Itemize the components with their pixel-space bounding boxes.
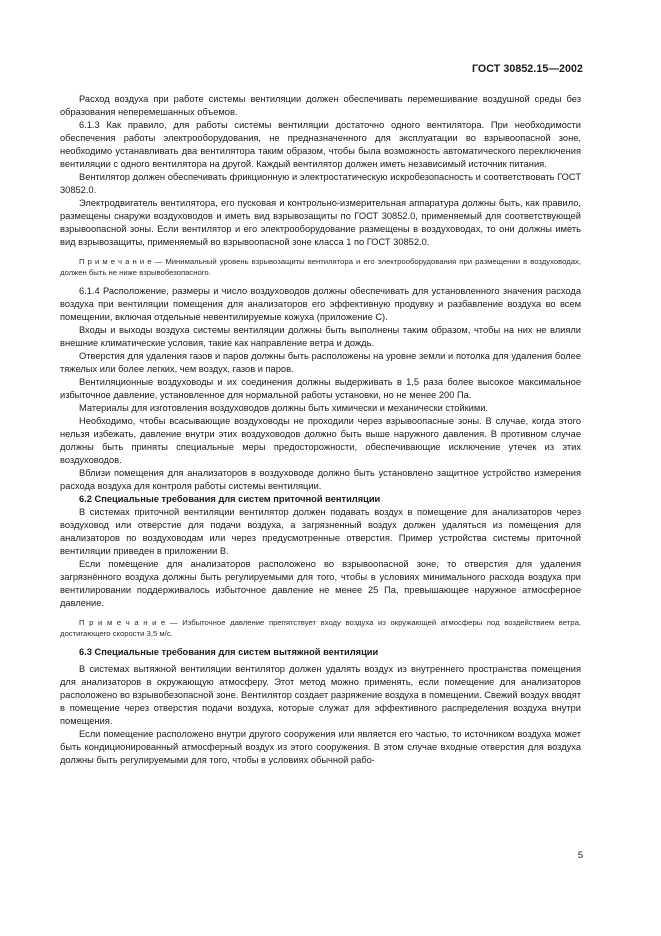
paragraph: Электродвигатель вентилятора, его пусковая и контрольно-измерительная аппаратура должны быть, как правило, размещены снаружи воздуховодов и иметь вид взрывозащиты по ГОСТ 30852.0, применяемый для соответствующей взрывоопасной зоны. Если вентилятор и его электрооборудование размещены в воздуховодах, то они должны иметь вид взрывозащиты, применяемый во взрывоопасной зоне класса 1 по ГОСТ 30852.0. (60, 198, 581, 247)
section-heading: 6.3 Специальные требования для систем вытяжной вентиляции (79, 647, 379, 657)
section-heading: 6.2 Специальные требования для систем приточной вентиляции (79, 494, 381, 504)
paragraph: Если помещение расположено внутри другого сооружения или является его частью, то источником воздуха может быть кондиционированный атмосферный воздух из этого сооружения. В этом случае входные отверстия для воздуха должны быть регулируемыми для того, чтобы в условиях обычной рабо- (60, 729, 581, 765)
document-body (60, 93, 581, 767)
paragraph: Расход воздуха при работе системы вентиляции должен обеспечивать перемешивание воздушной среды без образования неперемешанных объемов. (60, 94, 581, 117)
paragraph: В системах вытяжной вентиляции вентилятор должен удалять воздух из внутреннего пространства помещения для анализаторов в окружающую атмосферу. Этот метод можно применять, если помещение для анализаторов расположено во взрывобезопасной зоне. Вентилятор создает разряжение воздуха в помещении. Свежий воздух вводят в помещение через отверстия подачи воздуха, которые служат для эффективного распределения воздуха внутри помещения. (60, 664, 581, 726)
note-label: П р и м е ч а н и е (79, 257, 152, 266)
paragraph: Отверстия для удаления газов и паров должны быть расположены на уровне земли и потолка для удаления более тяжелых или более легких, чем воздух, газов и паров. (60, 351, 581, 374)
note-text: — Минимальный уровень взрывозащиты вентилятора и его электрооборудования при размещении в воздуховодах, должен быть не ниже взрывобезопасного. (60, 257, 581, 277)
document-standard-number: ГОСТ 30852.15—2002 (471, 63, 583, 75)
paragraph: 6.1.3 Как правило, для работы системы вентиляции достаточно одного вентилятора. При необходимости обеспечения работы электрооборудования, не предназначенного для эксплуатации во взрывоопасной зоне, необходимо устанавливать два вентилятора таким образом, чтобы была возможность автоматического переключения вентиляции с одного вентилятора на другой. Каждый вентилятор должен иметь независимый источник питания. (60, 120, 581, 169)
note (60, 256, 581, 278)
paragraph: Материалы для изготовления воздуховодов должны быть химически и механически стойкими. (79, 403, 489, 413)
note (60, 617, 581, 639)
paragraph: В системах приточной вентиляции вентилятор должен подавать воздух в помещение для анализаторов через воздуховод или отверстие для подачи воздуха, а загрязненный воздух должен удаляться из помещения для анализаторов по воздуховодам или через предусмотренные отверстия. Пример устройства системы приточной вентиляции приведен в приложении В. (60, 507, 581, 556)
paragraph: Вентилятор должен обеспечивать фрикционную и электростатическую искробезопасность и соответствовать ГОСТ 30852.0. (60, 172, 581, 195)
paragraph: Необходимо, чтобы всасывающие воздуховоды не проходили через взрывоопасные зоны. В случае, когда этого нельзя избежать, давление внутри этих воздуховодов должно быть выше наружного давления. В противном случае должны быть приняты специальные меры предосторожности, обеспечивающие исключение утечек из этих воздуховодов. (60, 416, 581, 465)
paragraph: 6.1.4 Расположение, размеры и число воздуховодов должны обеспечивать для установленного значения расхода воздуха при вентиляции помещения для анализаторов его эффективную продувку и разбавление воздуха во всем помещении, включая отдельные невентилируемые кожуха (приложение С). (60, 286, 581, 322)
note-label: П р и м е ч а н и е (79, 618, 166, 627)
page-number: 5 (577, 850, 583, 860)
paragraph: Вблизи помещения для анализаторов в воздуховоде должно быть установлено защитное устройство измерения расхода воздуха для контроля работы системы вентиляции. (60, 468, 581, 491)
paragraph: Вентиляционные воздуховоды и их соединения должны выдерживать в 1,5 раза более высокое максимальное избыточное давление, установленное для нормальной работы установки, но не менее 200 Па. (60, 377, 581, 400)
note-text: — Избыточное давление препятствует входу воздуха из окружающей атмосферы под воздействием ветра, достигающего скорости 3,5 м/с. (60, 618, 581, 638)
paragraph: Если помещение для анализаторов расположено во взрывоопасной зоне, то отверстия для удаления загрязнённого воздуха должны быть регулируемыми для того, чтобы в условиях минимального расхода воздуха при вентилировании поддерживалось избыточное давление не менее 25 Па, превышающее наружное атмосферное давление. (60, 559, 581, 608)
paragraph: Входы и выходы воздуха системы вентиляции должны быть выполнены таким образом, чтобы на них не влияли внешние климатические условия, такие как направление ветра и дождь. (60, 325, 581, 348)
